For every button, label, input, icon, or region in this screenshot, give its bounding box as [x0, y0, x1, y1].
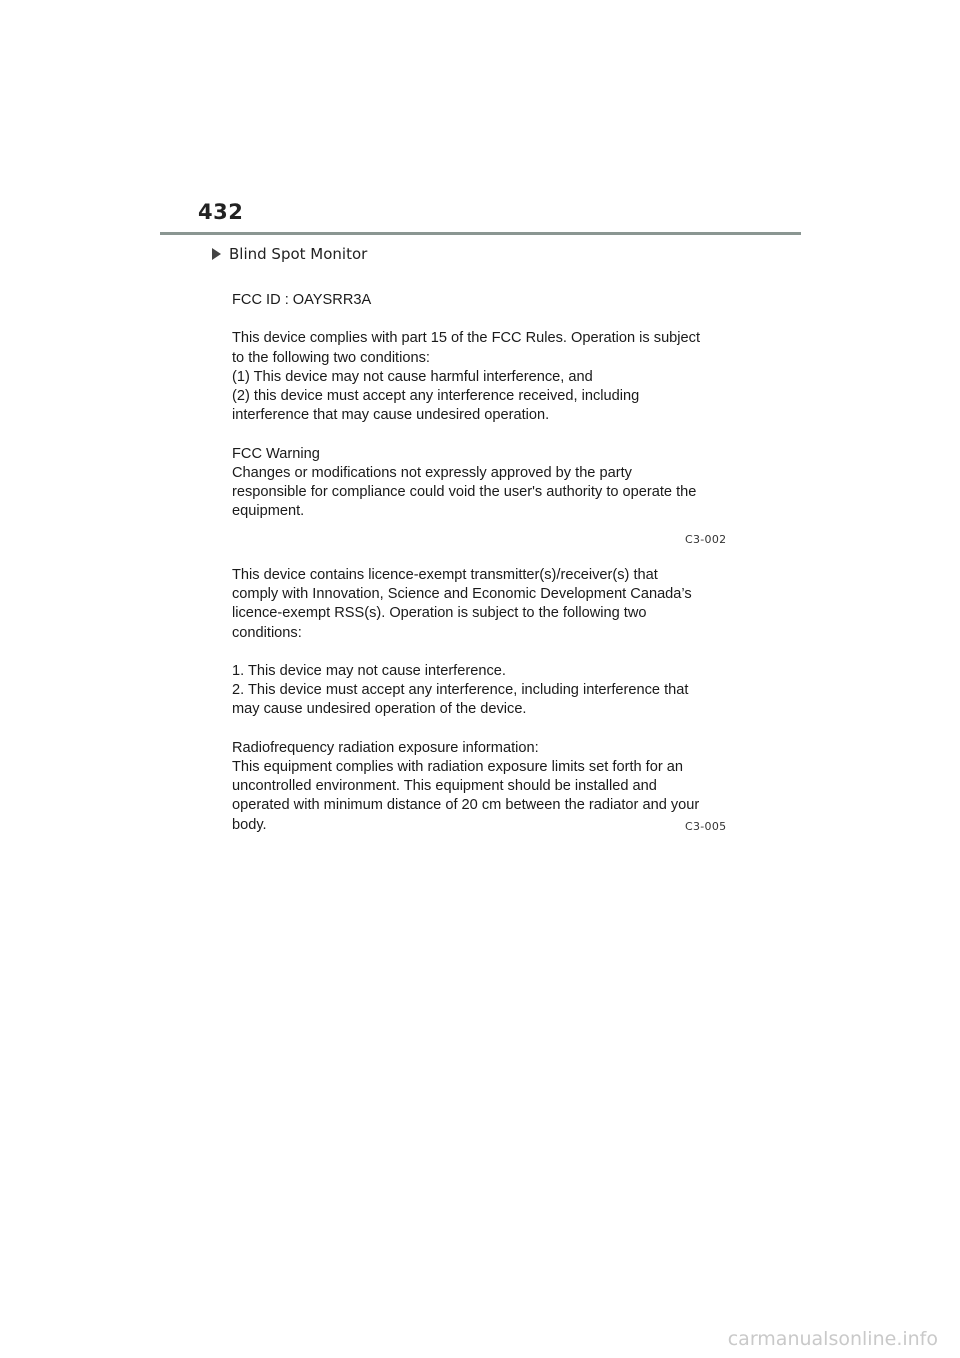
text-line: This equipment complies with radiation exposure limits set forth for an: [232, 759, 683, 776]
text-line: [232, 643, 699, 662]
text-line: FCC ID : OAYSRR3A: [232, 292, 372, 308]
text-line: This device complies with part 15 of the FCC Rules. Operation is subject: [232, 330, 701, 347]
site-watermark: carmanualsonline.info: [727, 1328, 938, 1350]
text-line: conditions:: [232, 624, 302, 641]
text-line: (1) This device may not cause harmful interference, and: [232, 368, 593, 385]
text-line: may cause undesired operation of the device.: [232, 701, 527, 718]
text-line: uncontrolled environment. This equipment should be installed and: [232, 778, 657, 795]
label-code: C3-002: [685, 533, 727, 546]
text-line: This device contains licence-exempt transmitter(s)/receiver(s) that: [232, 567, 658, 583]
section-heading: [212, 243, 367, 265]
text-line: equipment.: [232, 503, 305, 520]
text-line: Changes or modifications not expressly approved by the party: [232, 464, 632, 481]
text-line: operated with minimum distance of 20 cm between the radiator and your: [232, 797, 700, 814]
text-line: Radiofrequency radiation exposure information:: [232, 739, 539, 756]
ised-label-text: [232, 566, 699, 835]
header-rule: [160, 232, 801, 235]
text-line: licence-exempt RSS(s). Operation is subject to the following two: [232, 605, 647, 622]
text-line: to the following two conditions:: [232, 349, 430, 366]
text-line: body.: [232, 816, 267, 833]
fcc-label-text: [232, 291, 700, 521]
text-line: interference that may cause undesired operation.: [232, 407, 550, 424]
arrow-right-icon: [212, 248, 221, 260]
text-line: [232, 720, 699, 739]
text-line: FCC Warning: [232, 445, 320, 462]
section-title: Blind Spot Monitor: [229, 245, 368, 263]
text-line: comply with Innovation, Science and Economic Development Canada’s: [232, 586, 692, 603]
text-line: responsible for compliance could void the user's authority to operate the: [232, 484, 697, 501]
label-code: C3-005: [685, 820, 727, 833]
text-line: (2) this device must accept any interference received, including: [232, 388, 640, 405]
text-line: [232, 310, 700, 329]
text-line: 2. This device must accept any interference, including interference that: [232, 682, 689, 699]
page-number: 432: [198, 200, 244, 224]
text-line: 1. This device may not cause interference.: [232, 663, 506, 680]
text-line: [232, 425, 700, 444]
